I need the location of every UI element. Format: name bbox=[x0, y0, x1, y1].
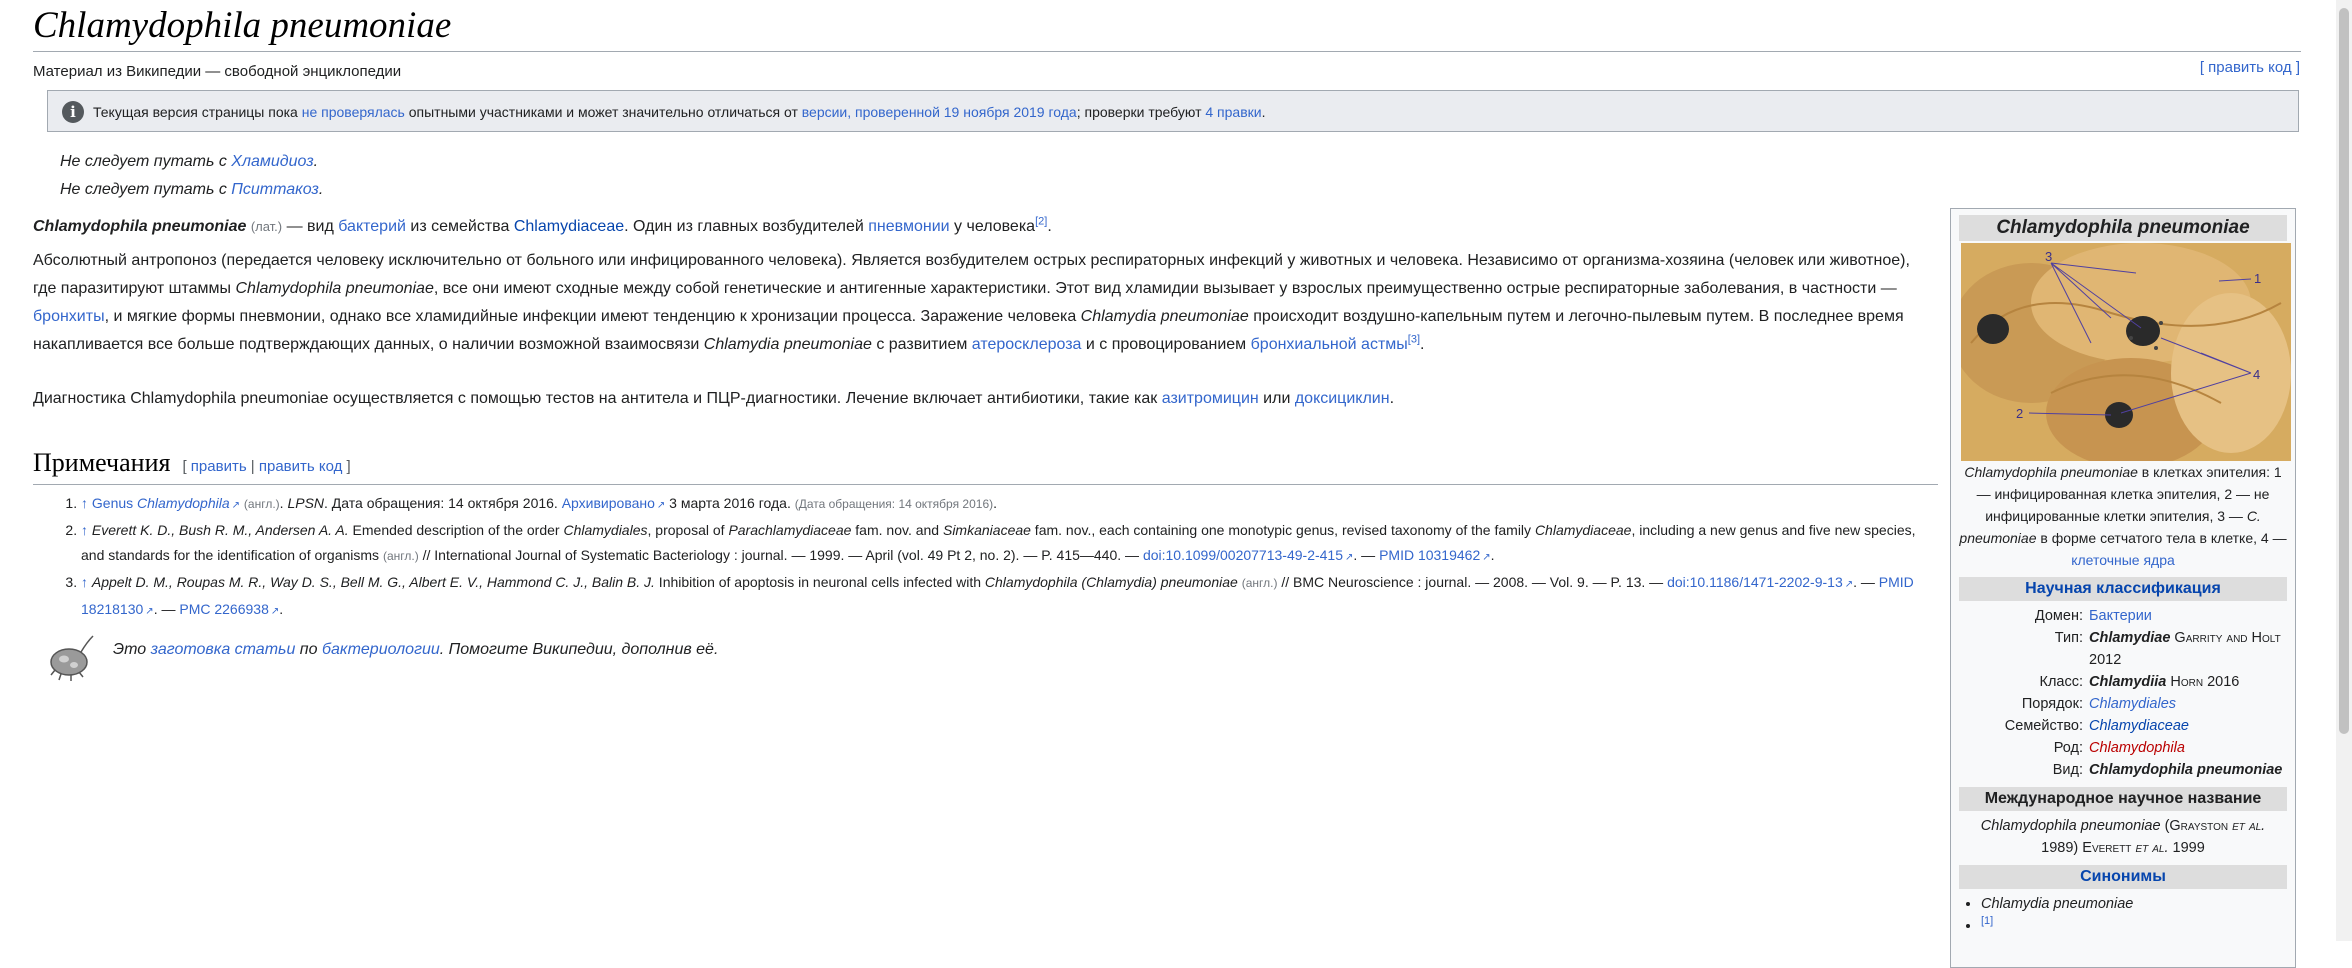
notice-text: опытными участниками и может значительно отличаться от bbox=[404, 104, 802, 120]
text: , proposal of bbox=[647, 522, 729, 538]
taxon: Chlamydophila (Chlamydia) pneumoniae bbox=[984, 574, 1238, 590]
taxon-link-genus[interactable] bbox=[2089, 740, 2185, 756]
synonyms-list bbox=[1981, 893, 2295, 937]
text: в клетках эпителия: 1 — инфицированная клетка эпителия, 2 — не инфицированные клетки эпителия, 3 — bbox=[1976, 464, 2282, 524]
taxon-name[interactable]: Chlamydiales bbox=[2089, 696, 2177, 712]
section-edit-code-link[interactable]: править код bbox=[258, 458, 343, 475]
link-bronchitis[interactable]: бронхиты bbox=[33, 308, 105, 325]
doi-link[interactable]: doi:10.1099/00207713-49-2-415 ↗ bbox=[1143, 547, 1353, 563]
link-azithromycin[interactable]: азитромицин bbox=[1161, 390, 1259, 407]
text: , и мягкие формы пневмонии, однако все хламидийные инфекции имеют тенденцию к хронизации процесса. Заражение человека bbox=[104, 308, 1081, 325]
pmid-link[interactable]: PMID 18218130 ↗ bbox=[81, 574, 1914, 617]
taxon-link-bacteria[interactable]: Бактерии bbox=[2089, 608, 2152, 624]
classification-row-phylum bbox=[1951, 627, 2295, 671]
source-name: LPSN bbox=[287, 495, 325, 511]
text: 3 марта 2016 года. bbox=[665, 495, 795, 511]
link-bronchial-asthma[interactable]: бронхиальной астмы bbox=[1250, 336, 1408, 353]
text: . bbox=[993, 495, 997, 511]
reference-item bbox=[81, 570, 1921, 624]
hatnote-link-chlamydiosis[interactable]: Хламидиоз bbox=[231, 153, 314, 170]
taxon-name: Chlamydiae bbox=[2089, 630, 2171, 646]
taxobox bbox=[1950, 208, 2296, 968]
footnote-ref-2[interactable]: [2] bbox=[1035, 215, 1048, 228]
image-label-4: 4 bbox=[2253, 367, 2261, 382]
species-name: Chlamydia pneumoniae bbox=[1080, 308, 1249, 325]
lead-paragraph bbox=[33, 213, 1918, 241]
infobox-title: Chlamydophila pneumoniae bbox=[1959, 215, 2287, 241]
synonym-item bbox=[1981, 893, 2295, 915]
text: из семейства bbox=[405, 218, 514, 235]
classification-row-family bbox=[1951, 715, 2295, 737]
image-label-2: 2 bbox=[2016, 406, 2024, 421]
stub-notice bbox=[47, 627, 1147, 687]
text: происходит воздушно-капельным путем и легочно-пылевым путем. В последнее время накапливается все больше подтверждающих данных, о наличии возможной взаимосвязи bbox=[33, 308, 1904, 353]
text: с развитием bbox=[871, 336, 972, 353]
text: . bbox=[279, 495, 288, 511]
taxon: Chlamydiales bbox=[563, 522, 648, 538]
hatnote-text: Не следует путать с bbox=[60, 181, 232, 198]
species-name: Chlamydia pneumoniae bbox=[703, 336, 872, 353]
text: . — bbox=[153, 601, 180, 617]
text: fam. nov., each containing one monotypic genus, revised taxonomy of the family bbox=[1030, 522, 1535, 538]
footnote-ref-3[interactable]: [3] bbox=[1407, 333, 1421, 346]
article-body bbox=[33, 213, 1918, 413]
site-tagline: Материал из Википедии — свободной энциклопедии bbox=[33, 63, 402, 80]
review-notice bbox=[47, 90, 2299, 132]
notice-text: . bbox=[1261, 104, 1266, 120]
taxon-name[interactable]: Chlamydiaceae bbox=[2089, 718, 2189, 734]
synonym-item bbox=[1981, 915, 2295, 937]
image-label-1: 1 bbox=[2254, 271, 2262, 286]
stub-text bbox=[113, 641, 718, 659]
hatnote-text: Не следует путать с bbox=[60, 153, 232, 170]
text: . bbox=[1047, 218, 1052, 235]
hatnote bbox=[60, 153, 318, 171]
hatnote-link-psittacosis[interactable]: Пситтакоз bbox=[231, 181, 319, 198]
text: , все они имеют сходные между собой генетические и антигенные характеристики. Этот вид хламидии вызывает у взрослых преимущественно острые респираторные заболевания, в частности — bbox=[433, 280, 1897, 297]
title-divider bbox=[33, 51, 2301, 52]
taxon-name: Chlamydophila pneumoniae bbox=[2089, 762, 2283, 778]
classification-row-species bbox=[1951, 759, 2295, 781]
text: Inhibition of apoptosis in neuronal cells infected with bbox=[654, 574, 985, 590]
text: . bbox=[279, 601, 284, 617]
text: , including a new genus and five new species, and standards for the identification of organisms bbox=[81, 522, 1916, 563]
classification-row-order bbox=[1951, 693, 2295, 715]
ref-link-genus[interactable] bbox=[92, 495, 240, 511]
scrollbar[interactable] bbox=[2336, 0, 2352, 941]
text: . Дата обращения: 14 октября 2016. bbox=[324, 495, 562, 511]
backlink-arrow[interactable]: ↑ bbox=[81, 522, 88, 538]
stub-link[interactable]: заготовка статьи bbox=[150, 641, 296, 658]
rank-label: Тип: bbox=[2054, 630, 2083, 646]
ref-link-text[interactable]: Chlamydophila bbox=[137, 495, 230, 511]
ref-authors: Everett K. D., Bush R. M., Andersen A. A. bbox=[91, 522, 349, 538]
text: Emended description of the order bbox=[348, 522, 564, 538]
link-chlamydiaceae[interactable]: Chlamydiaceae bbox=[513, 218, 625, 235]
link-pneumonia[interactable]: пневмонии bbox=[868, 218, 950, 235]
lead-term: Chlamydophila pneumoniae bbox=[33, 218, 247, 235]
rank-label: Домен: bbox=[2034, 608, 2083, 624]
rank-label: Род: bbox=[2053, 740, 2083, 756]
classification-row-domain bbox=[1951, 605, 2295, 627]
notice-link-pending-edits[interactable]: 4 правки bbox=[1205, 104, 1262, 120]
text: — вид bbox=[282, 218, 339, 235]
notice-link-unreviewed[interactable]: не проверялась bbox=[301, 104, 405, 120]
text: Chlamydophila pneumoniae bbox=[1964, 464, 2138, 480]
rank-label: Класс: bbox=[2039, 674, 2083, 690]
access-date: (Дата обращения: 14 октября 2016) bbox=[794, 497, 994, 511]
text: C. pneumoniae bbox=[1959, 508, 2261, 546]
section-heading-notes bbox=[33, 448, 1938, 485]
section-title: Примечания bbox=[33, 448, 171, 477]
bracket: [ bbox=[182, 458, 191, 475]
text: . — bbox=[1853, 574, 1879, 590]
lang-label: (англ.) bbox=[243, 497, 280, 511]
text: // International Journal of Systematic Bacteriology : journal. — 1999. — April (vol. 49 Pt 2, no. 2). — P. 415—440. — bbox=[418, 547, 1143, 563]
text: . bbox=[1389, 390, 1395, 407]
lang-label: (англ.) bbox=[382, 549, 419, 563]
taxon-name[interactable]: Chlamydophila bbox=[2089, 740, 2185, 756]
footnote-ref-1[interactable]: [1] bbox=[1981, 915, 1994, 928]
taxon-link-family[interactable] bbox=[2089, 718, 2189, 734]
taxon-name: Chlamydiia bbox=[2089, 674, 2167, 690]
link-cell-nuclei[interactable]: клеточные ядра bbox=[2071, 552, 2175, 568]
text: . bbox=[1490, 547, 1495, 563]
text: Диагностика Chlamydophila pneumoniae осуществляется с помощью тестов на антитела и ПЦР-диагностики. Лечение включает антибиотики, такие как bbox=[33, 390, 1162, 407]
taxon: Simkaniaceae bbox=[942, 522, 1031, 538]
pmc-link[interactable]: PMC 2266938 ↗ bbox=[179, 601, 279, 617]
link-bacteria[interactable]: бактерий bbox=[338, 218, 406, 235]
classification-row-class bbox=[1951, 671, 2295, 693]
link-atherosclerosis[interactable]: атеросклероза bbox=[971, 336, 1082, 353]
text: или bbox=[1258, 390, 1295, 407]
taxon: Parachlamydiaceae bbox=[728, 522, 852, 538]
rank-label: Вид: bbox=[2052, 762, 2083, 778]
text: . Один из главных возбудителей bbox=[624, 218, 869, 235]
text: . Помогите Википедии, дополнив её. bbox=[439, 641, 719, 658]
bacteriology-link[interactable]: бактериологии bbox=[321, 641, 440, 658]
references-list bbox=[81, 491, 1921, 624]
notice-text: Текущая версия страницы пока bbox=[93, 104, 302, 120]
taxon-link-order[interactable] bbox=[2089, 696, 2176, 712]
reference-item bbox=[81, 518, 1921, 570]
notice-text: ; проверки требуют bbox=[1076, 104, 1206, 120]
text: Chlamydophila pneumoniae bbox=[1980, 818, 2161, 834]
lang-label: (лат.) bbox=[250, 219, 283, 234]
image-label-3: 3 bbox=[2045, 249, 2053, 264]
rank-label: Порядок: bbox=[2021, 696, 2083, 712]
text: и с провоцированием bbox=[1081, 336, 1251, 353]
text: Это bbox=[113, 641, 151, 658]
edit-code-link[interactable]: [ править код ] bbox=[2199, 59, 2300, 76]
description-paragraph bbox=[33, 247, 1918, 359]
text: . — bbox=[1353, 547, 1380, 563]
text: 1999 bbox=[2168, 840, 2205, 856]
text: у человека bbox=[949, 218, 1036, 235]
hatnote-text: . bbox=[318, 181, 324, 198]
page-title: Chlamydophila pneumoniae bbox=[33, 5, 452, 46]
link-doxycycline[interactable]: доксициклин bbox=[1294, 390, 1390, 407]
text: (Grayston bbox=[2160, 818, 2233, 834]
text: // BMC Neuroscience : journal. — 2008. — Vol. 9. — P. 13. — bbox=[1277, 574, 1668, 590]
rank-label: Семейство: bbox=[2004, 718, 2083, 734]
bracket: ] bbox=[342, 458, 351, 475]
scrollbar-thumb[interactable] bbox=[2339, 8, 2349, 734]
image-caption bbox=[1951, 461, 2295, 571]
hatnote bbox=[60, 181, 323, 199]
info-icon: i bbox=[62, 101, 84, 123]
reference-item bbox=[81, 491, 1921, 518]
international-name-header: Международное научное название bbox=[1959, 787, 2287, 811]
classification-row-genus bbox=[1951, 737, 2295, 759]
micrograph-image[interactable] bbox=[1961, 243, 2291, 461]
text: et al. bbox=[2232, 818, 2266, 834]
lang-label: (англ.) bbox=[1241, 576, 1278, 590]
classification-rows bbox=[1951, 601, 2295, 781]
section-edit-links bbox=[182, 458, 350, 475]
diagnostics-paragraph bbox=[33, 385, 1918, 413]
taxon-authority: Horn 2016 bbox=[2166, 674, 2240, 690]
synonym-name: Chlamydia pneumoniae bbox=[1981, 896, 2134, 912]
archive-link[interactable]: Архивировано ↗ bbox=[562, 495, 666, 511]
scientific-classification-header[interactable]: Научная классификация bbox=[1959, 577, 2287, 601]
doi-link[interactable]: doi:10.1186/1471-2202-9-13 ↗ bbox=[1667, 574, 1853, 590]
text: в форме сетчатого тела в клетке, 4 — bbox=[2036, 530, 2287, 546]
text: et al. bbox=[2135, 840, 2169, 856]
backlink-arrow[interactable]: ↑ bbox=[81, 574, 88, 590]
text: fam. nov. and bbox=[851, 522, 943, 538]
backlink-arrow[interactable]: ↑ bbox=[81, 495, 88, 511]
hatnote-text: . bbox=[313, 153, 319, 170]
text: по bbox=[295, 641, 322, 658]
species-name: Chlamydophila pneumoniae bbox=[235, 280, 434, 297]
pmid-link[interactable]: PMID 10319462 ↗ bbox=[1379, 547, 1491, 563]
section-edit-link[interactable]: править bbox=[190, 458, 247, 475]
text: . bbox=[1420, 336, 1425, 353]
text: Абсолютный антропоноз (передается человеку исключительно от больного или инфицированного человека). Является возбудителем острых респираторных инфекций у животных и человека. Независимо от организма-хозяина (человек или животное), где паразитируют штаммы bbox=[33, 252, 1910, 297]
synonyms-header[interactable]: Синонимы bbox=[1959, 865, 2287, 889]
separator: | bbox=[246, 458, 259, 475]
ref-authors: Appelt D. M., Roupas M. R., Way D. S., Bell M. G., Albert E. V., Hammond C. J., Balin B. J. bbox=[91, 574, 655, 590]
bacterium-stub-icon bbox=[47, 632, 97, 682]
ref-link-text[interactable]: Genus bbox=[91, 495, 138, 511]
taxon-authority: Garrity and Holt 2012 bbox=[2089, 630, 2281, 668]
taxon: Chlamydiaceae bbox=[1534, 522, 1632, 538]
text: 1989) Everett bbox=[2041, 840, 2136, 856]
notice-link-stable-version[interactable]: версии, проверенной 19 ноября 2019 года bbox=[801, 104, 1077, 120]
international-name bbox=[1951, 811, 2295, 859]
